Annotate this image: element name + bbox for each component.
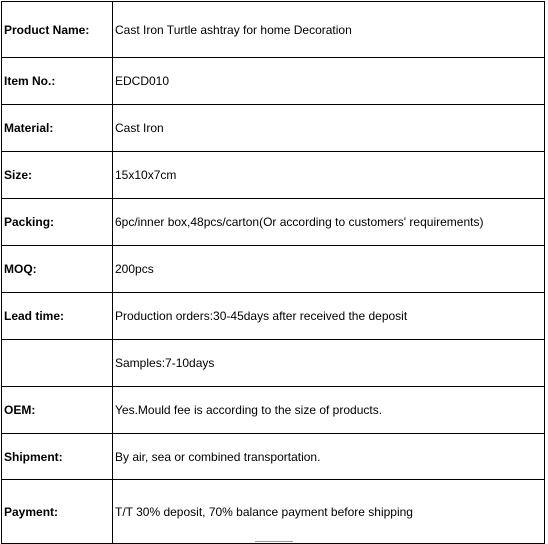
table-row (2, 2, 545, 58)
row-label-item-no: Item No.: (2, 58, 113, 105)
row-label-moq: MOQ: (2, 246, 113, 293)
table-row (2, 340, 545, 387)
row-value-samples: Samples:7-10days (113, 340, 545, 387)
row-label-payment: Payment: (2, 480, 113, 544)
row-label-size: Size: (2, 152, 113, 199)
row-label-product-name: Product Name: (2, 2, 113, 58)
table-row (2, 105, 545, 152)
row-label-shipment: Shipment: (2, 434, 113, 480)
row-value-lead-time: Production orders:30-45days after received the deposit (113, 293, 545, 340)
table-row (2, 387, 545, 434)
row-value-product-name: Cast Iron Turtle ashtray for home Decoration (113, 2, 545, 58)
table-row (2, 246, 545, 293)
row-label-lead-time: Lead time: (2, 293, 113, 340)
row-label-oem: OEM: (2, 387, 113, 434)
row-value-shipment: By air, sea or combined transportation. (113, 434, 545, 480)
row-value-size: 15x10x7cm (113, 152, 545, 199)
table-row (2, 434, 545, 480)
row-value-packing: 6pc/inner box,48pcs/carton(Or according to customers' requirements) (113, 199, 545, 246)
row-value-oem: Yes.Mould fee is according to the size of products. (113, 387, 545, 434)
bottom-divider (255, 541, 293, 542)
product-spec-table (1, 1, 545, 544)
table-row (2, 480, 545, 544)
table-row (2, 199, 545, 246)
row-value-moq: 200pcs (113, 246, 545, 293)
row-label-material: Material: (2, 105, 113, 152)
row-value-item-no: EDCD010 (113, 58, 545, 105)
table-row (2, 58, 545, 105)
row-value-payment: T/T 30% deposit, 70% balance payment before shipping (113, 480, 545, 544)
table-row (2, 293, 545, 340)
row-label-packing: Packing: (2, 199, 113, 246)
table-row (2, 152, 545, 199)
row-label-samples (2, 340, 113, 387)
row-value-material: Cast Iron (113, 105, 545, 152)
